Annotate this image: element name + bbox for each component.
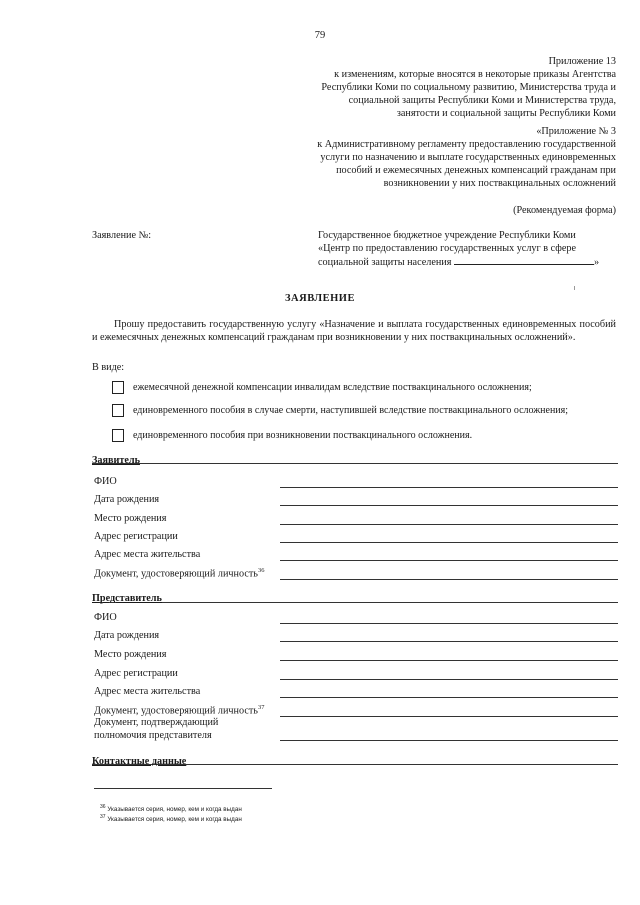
option-death-allowance (112, 404, 568, 417)
option-label: ежемесячной денежной компенсации инвалидам вследствие поствакцинального осложнения; (133, 382, 532, 393)
annex-13-line: к изменениям, которые вносятся в некоторые приказы Агентства (334, 69, 616, 80)
representative-registration-label: Адрес регистрации (94, 668, 178, 679)
authority-label-line: Документ, подтверждающий (94, 717, 219, 728)
department-name-blank[interactable] (454, 255, 594, 265)
addressee-line: Государственное бюджетное учреждение Республики Коми (318, 230, 576, 241)
annex-3-line: возникновении у них поствакцинальных осложнений (383, 178, 616, 189)
footnote-text: Указывается серия, номер, кем и когда выдан (107, 806, 242, 814)
footnote-text: Указывается серия, номер, кем и когда выдан (107, 816, 242, 824)
representative-residence-input-line[interactable] (280, 697, 618, 698)
applicant-residence-input-line[interactable] (280, 560, 618, 561)
representative-id-document-text: Документ, удостоверяющий личность (94, 705, 258, 717)
annex-3-line: пособий и ежемесячных денежных компенсаций гражданам при (336, 165, 616, 176)
option-checkbox[interactable] (112, 429, 124, 442)
footnote (100, 814, 242, 823)
representative-residence-label: Адрес места жительства (94, 686, 201, 697)
footnote-mark: 36 (257, 567, 265, 574)
representative-id-document-label (94, 704, 264, 716)
option-complication-allowance (112, 429, 472, 442)
request-paragraph: Прошу предоставить государственную услугу «Назначение и выплата государственных единовременных пособий и ежемесячных денежных компенсаций гражданам при возникновении у них поствакцинальных осложнений». (92, 319, 616, 343)
applicant-fio-label: ФИО (94, 476, 117, 487)
applicant-id-document-text: Документ, удостоверяющий личность (94, 568, 258, 580)
representative-birthdate-input-line[interactable] (280, 641, 618, 642)
annex-13-line: Республики Коми по социальному развитию, Министерства труда и (321, 82, 616, 93)
applicant-birthdate-input-line[interactable] (280, 505, 618, 506)
section-divider (92, 463, 618, 464)
option-checkbox[interactable] (112, 404, 124, 417)
annex-13-header (276, 55, 616, 120)
representative-authority-input-line[interactable] (280, 740, 618, 741)
addressee-line-3 (318, 255, 618, 269)
footnote (100, 804, 242, 813)
annex-3-line: услуги по назначению и выплате государственных единовременных (320, 152, 616, 163)
addressee-line: «Центр по предоставлению государственных услуг в сфере (318, 243, 576, 254)
annex-13-line: социальной защиты Республики Коми и Министерства труда, (348, 95, 616, 106)
option-label: единовременного пособия в случае смерти, наступившей вследствие поствакцинального осложнения; (133, 405, 569, 416)
authority-label-line: полномочия представителя (94, 730, 212, 741)
representative-birthdate-label: Дата рождения (94, 630, 160, 641)
representative-fio-input-line[interactable] (280, 623, 618, 624)
applicant-birthplace-label: Место рождения (94, 513, 167, 524)
applicant-birthdate-label: Дата рождения (94, 494, 160, 505)
section-divider (92, 602, 618, 603)
footnote-number: 37 (100, 814, 106, 820)
application-number-label: Заявление №: (92, 230, 152, 241)
representative-registration-input-line[interactable] (280, 679, 618, 680)
document-title: ЗАЯВЛЕНИЕ (285, 293, 355, 304)
applicant-id-document-input-line[interactable] (280, 579, 618, 580)
scan-mark (574, 286, 575, 290)
representative-birthplace-label: Место рождения (94, 649, 167, 660)
in-form-label: В виде: (92, 362, 125, 373)
applicant-birthplace-input-line[interactable] (280, 524, 618, 525)
annex-3-line: к Административному регламенту предоставлению государственной (317, 139, 616, 150)
representative-heading: Представитель (92, 593, 162, 604)
footnote-mark: 37 (257, 704, 265, 711)
page-number: 79 (314, 30, 326, 41)
addressee-block (318, 229, 618, 269)
representative-id-document-input-line[interactable] (280, 716, 618, 717)
footnote-separator (94, 788, 272, 789)
representative-fio-label: ФИО (94, 612, 117, 623)
option-monthly-compensation (112, 381, 532, 394)
addressee-line-suffix: » (593, 257, 600, 268)
annex-13-line: занятости и социальной защиты Республики Коми (396, 108, 616, 119)
annex-13-line: Приложение 13 (548, 56, 616, 67)
contacts-heading: Контактные данные (92, 756, 187, 767)
applicant-id-document-label (94, 567, 264, 579)
representative-birthplace-input-line[interactable] (280, 660, 618, 661)
footnote-number: 36 (100, 804, 106, 810)
representative-authority-label (94, 716, 218, 742)
annex-3-header (276, 125, 616, 190)
recommended-form-note: (Рекомендуемая форма) (513, 205, 616, 216)
applicant-registration-label: Адрес регистрации (94, 531, 178, 542)
applicant-heading: Заявитель (92, 455, 140, 466)
applicant-fio-input-line[interactable] (280, 487, 618, 488)
addressee-line-prefix: социальной защиты населения (318, 257, 452, 268)
option-checkbox[interactable] (112, 381, 124, 394)
annex-3-line: «Приложение № 3 (536, 126, 616, 137)
option-label: единовременного пособия при возникновении поствакцинального осложнения. (133, 430, 473, 441)
applicant-residence-label: Адрес места жительства (94, 549, 201, 560)
applicant-registration-input-line[interactable] (280, 542, 618, 543)
